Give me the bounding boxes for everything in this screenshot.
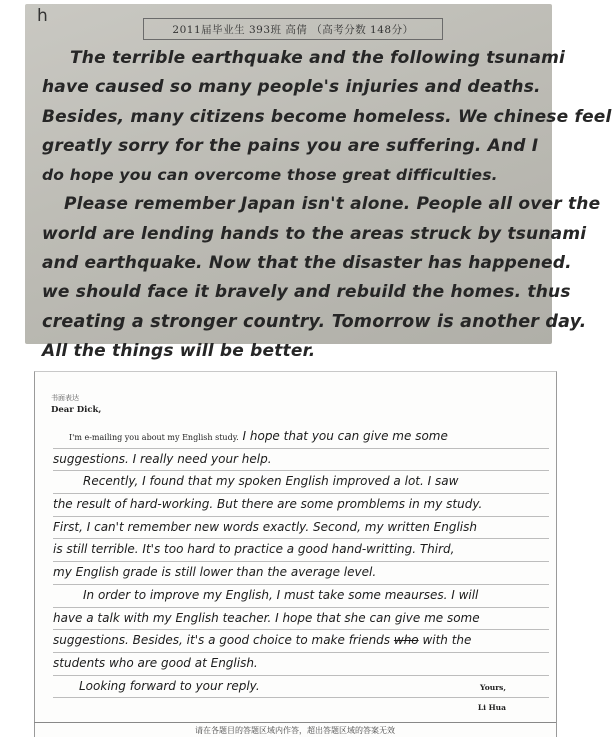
printed-prompt: I'm e-mailing you about my English study. <box>69 433 239 442</box>
letter-line: Recently, I found that my spoken English improved a lot. I saw <box>53 471 549 494</box>
essay-line: The terrible earthquake and the following tsunami <box>70 48 566 68</box>
letter-line <box>53 630 549 653</box>
signature: Li Hua <box>477 703 506 712</box>
letter-line: students who are good at English. <box>53 653 549 676</box>
handwritten-essay-photo <box>25 4 612 361</box>
answer-sheet-scan <box>34 371 557 737</box>
letter-body <box>53 426 549 698</box>
essay-line: creating a stronger country. Tomorrow is another day. <box>42 311 587 332</box>
letter-line: the result of hard-working. But there are some promblems in my study. <box>53 494 549 517</box>
essay-line: All the things will be better. <box>42 340 316 361</box>
essay-line: do hope you can overcome those great difficulties. <box>42 166 498 185</box>
footer-divider <box>34 722 556 723</box>
essay-line: and earthquake. Now that the disaster has happened. <box>42 253 572 274</box>
student-info-header: 2011届毕业生 393班 高倩 （高考分数 148分） <box>143 18 443 40</box>
letter-line: First, I can't remember new words exactly. Second, my written English <box>53 517 549 540</box>
salutation: Dear Dick, <box>51 405 102 415</box>
closing: Yours, <box>480 683 506 692</box>
section-label: 书面表达 <box>51 394 79 402</box>
corner-mark: h <box>37 6 48 26</box>
essay-line: Besides, many citizens become homeless. We chinese feel <box>42 106 612 127</box>
crossed-out-word: who <box>393 633 419 648</box>
handwritten-text: suggestions. Besides, it's a good choice to make friends <box>53 633 394 648</box>
essay-line: have caused so many people's injuries and deaths. <box>42 77 541 98</box>
letter-line <box>53 426 549 449</box>
handwritten-text: with the <box>418 633 472 648</box>
letter-line: In order to improve my English, I must take some meaurses. I will <box>53 585 549 608</box>
letter-line: suggestions. I really need your help. <box>53 449 549 472</box>
handwritten-text: I hope that you can give me some <box>238 429 448 443</box>
essay-line: greatly sorry for the pains you are suffering. And I <box>42 135 539 156</box>
essay-line: Please remember Japan isn't alone. People all over the <box>64 194 601 215</box>
letter-line: my English grade is still lower than the average level. <box>53 562 549 585</box>
essay-line: we should face it bravely and rebuild the homes. thus <box>42 282 571 303</box>
letter-line: have a talk with my English teacher. I hope that she can give me some <box>53 608 549 631</box>
letter-line: Looking forward to your reply. <box>53 676 549 699</box>
essay-line: world are lending hands to the areas struck by tsunami <box>42 223 587 244</box>
essay-text <box>42 44 612 366</box>
footer-note: 请在各题目的答题区域内作答，超出答题区域的答案无效 <box>195 726 395 735</box>
letter-line: is still terrible. It's too hard to practice a good hand-writting. Third, <box>53 539 549 562</box>
